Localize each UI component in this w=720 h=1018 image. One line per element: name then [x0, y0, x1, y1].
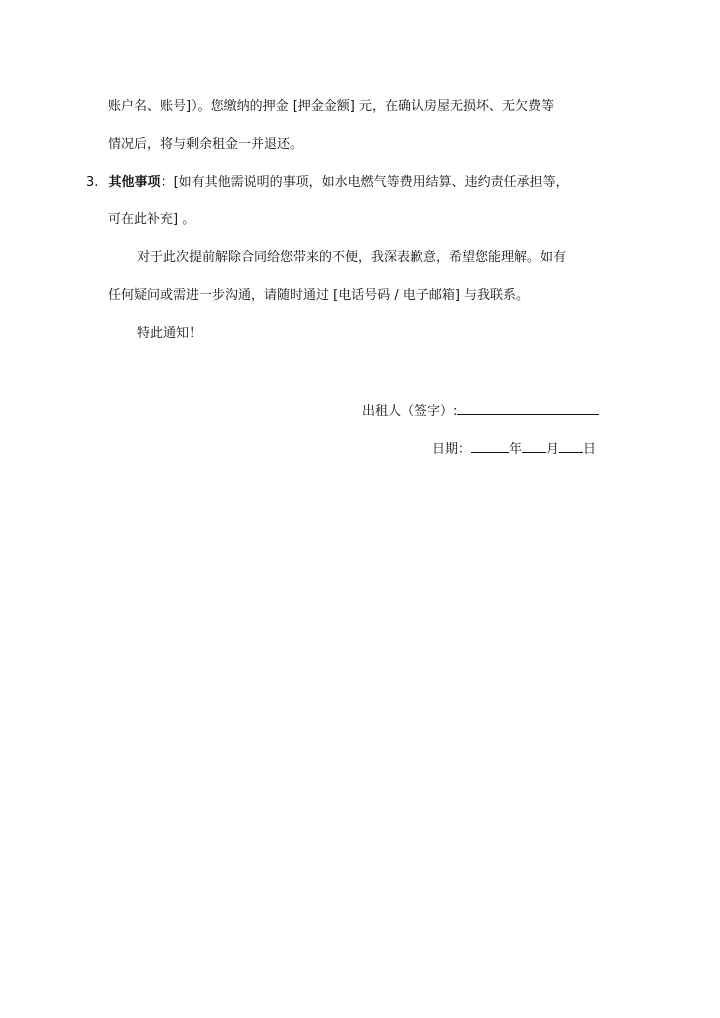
item-3-title: 其他事项: [108, 175, 161, 190]
notice-line: 特此通知！: [137, 326, 203, 341]
date-label: 日期：: [432, 442, 472, 457]
month-label: 月: [546, 442, 560, 457]
date-line: [432, 438, 596, 459]
year-blank: [471, 438, 509, 453]
closing-paragraph-line-2: 任何疑问或需进一步沟通，请随时通过 [电话号码 / 电子邮箱] 与我联系。: [108, 288, 530, 303]
landlord-signature-blank: [457, 400, 599, 415]
month-blank: [522, 438, 546, 453]
year-label: 年: [509, 442, 523, 457]
landlord-signature-line: [362, 400, 599, 421]
item-3-line-1: [86, 174, 569, 192]
deposit-paragraph-line-1: 账户名、账号]）。您缴纳的押金 [押金金额] 元，在确认房屋无损坏、无欠费等: [108, 99, 554, 114]
item-3-text: ：[如有其他需说明的事项，如水电燃气等费用结算、违约责任承担等，: [160, 175, 569, 190]
item-3-line-2: 可在此补充] 。: [108, 212, 196, 227]
deposit-paragraph-line-2: 情况后，将与剩余租金一并退还。: [108, 137, 304, 152]
landlord-signature-label: 出租人（签字）:: [362, 404, 458, 419]
day-label: 日: [583, 442, 597, 457]
day-blank: [559, 438, 583, 453]
item-3-number: 3.: [86, 175, 99, 190]
closing-paragraph-line-1: 对于此次提前解除合同给您带来的不便，我深表歉意，希望您能理解。如有: [137, 250, 567, 265]
